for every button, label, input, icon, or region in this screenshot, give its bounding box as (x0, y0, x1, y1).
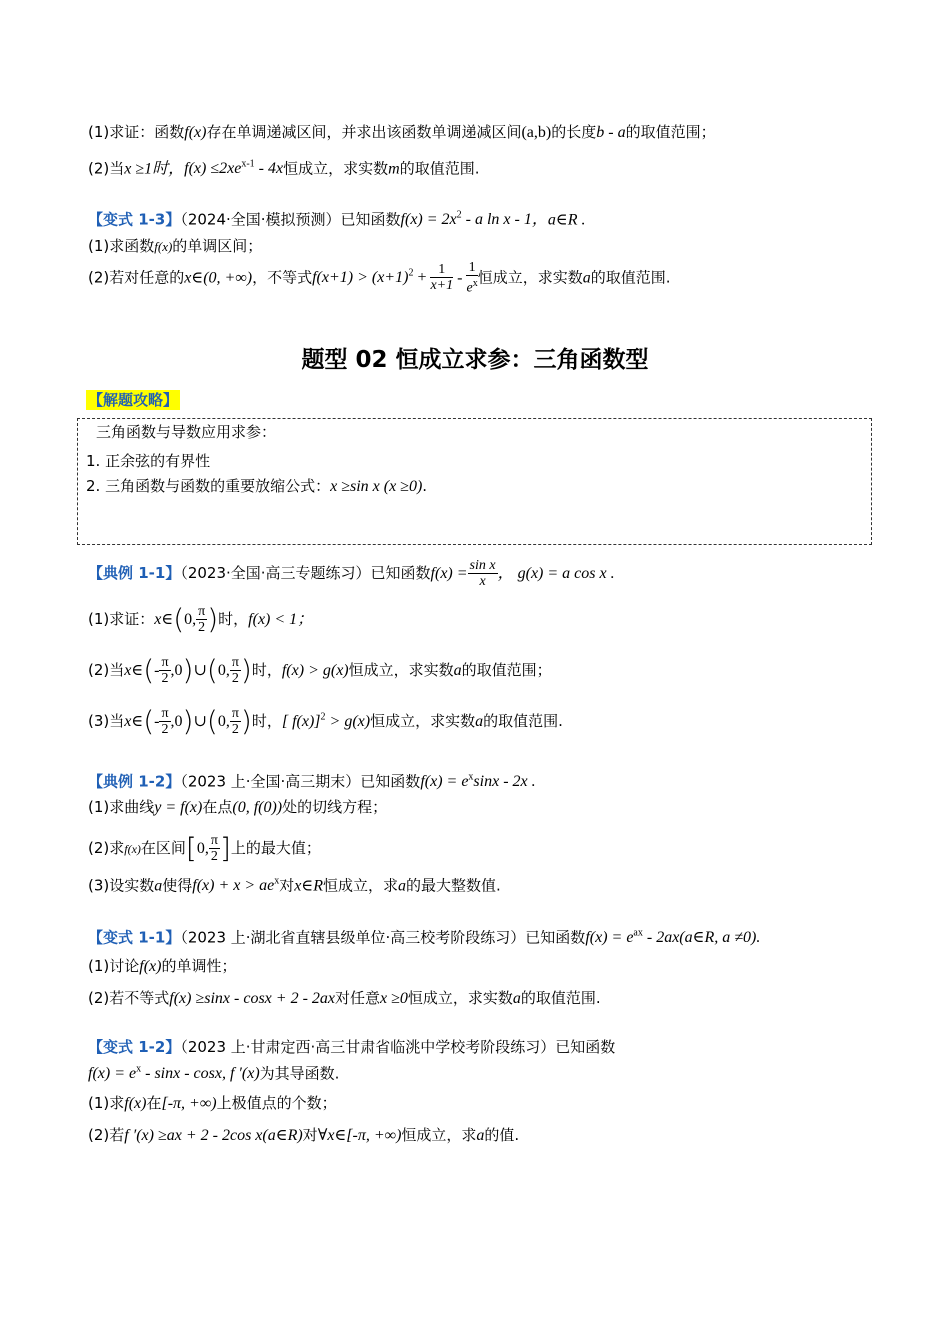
example-1-2-q2: (2)求f(x)在区间[0, $\frac{\pi}{2}$ ]上的最大值； (88, 831, 321, 865)
example-1-2-q3: (3)设实数a使得$f(x) + x > ae^x$对x∈R恒成立，求a的最大整数值. (88, 876, 501, 895)
variant-1-2-q1: (1)求f(x)在[-π, +∞)上极值点的个数； (88, 1094, 337, 1112)
example-1-1-header: 【典例 1-1】（2023·全国·高三专题练习）已知函数f(x) = $\frac{\text{sin x}}{x}$ ， g(x) = a cos x . (88, 558, 615, 589)
top-q2: (2)当x ≥1时，$f(x) \le 2xe^{x-1} - 4x$恒成立，求实数m的取值范围. (88, 159, 480, 178)
strategy-item-2: 2. 三角函数与函数的重要放缩公式：x ≥sin x (x ≥0). (86, 477, 428, 495)
variant-1-3-q1: (1)求函数f(x)的单调区间； (88, 237, 263, 255)
example-1-2-q1: (1)求曲线y = f(x)在点(0, f(0))处的切线方程； (88, 798, 388, 816)
example-1-1-q3: (3)当x∈(- $\frac{\pi}{2}$ ,0)∪(0, $\frac{\pi}{2}$ )时，[ f(x)]$^2$ > g(x)恒成立，求实数a的取值范围. (88, 704, 563, 738)
variant-1-3-header: 【变式 1-3】（2024·全国·模拟预测）已知函数$f(x) = 2x^2 - a$ ln x - 1，a∈R . (88, 210, 586, 229)
strategy-tag: 【解题攻略】 (88, 391, 179, 409)
example-1-2-header: 【典例 1-2】（2023 上·全国·高三期末）已知函数$f(x) = e^x\sin x - 2x$ . (88, 772, 536, 791)
example-1-1-q1: (1)求证：x∈(0, $\frac{\pi}{2}$ )时，f(x) < 1； (88, 602, 314, 636)
example-1-1-q2: (2)当x∈(- $\frac{\pi}{2}$ ,0)∪(0, $\frac{\pi}{2}$ )时，f(x) > g(x)恒成立，求实数a的取值范围； (88, 653, 552, 687)
strategy-item-1: 1. 正余弦的有界性 (86, 452, 211, 470)
section-title: 题型 02 恒成立求参：三角函数型 (301, 347, 649, 373)
variant-1-2-func: $f(x) = e^x - \sin x - \cos x$, f ′(x)为其导函数. (88, 1064, 340, 1083)
top-q1: (1)求证：函数f(x)存在单调递减区间，并求出该函数单调递减区间(a,b)的长度b - a的取值范围； (88, 123, 716, 141)
strategy-intro: 三角函数与导数应用求参： (96, 423, 277, 441)
variant-1-3-q2: (2)若对任意的x∈(0, +∞)，不等式$f(x+1) > (x+1)^2$ + $\frac{1}{x+1}$ - $\frac{1}{e^x}$ 恒成立，求实数a的取值范围. (88, 260, 671, 296)
variant-1-2-q2: (2)若f ′(x) ≥ax + 2 - 2cos x(a∈R)对∀x∈[-π, +∞)恒成立，求a的值. (88, 1126, 520, 1144)
variant-1-1-q1: (1)讨论f(x)的单调性； (88, 957, 237, 975)
variant-1-2-header: 【变式 1-2】（2023 上·甘肃定西·高三甘肃省临洮中学校考阶段练习）已知函数 (88, 1038, 616, 1056)
variant-1-1-q2: (2)若不等式f(x) ≥sinx - cosx + 2 - 2ax对任意x ≥0恒成立，求实数a的取值范围. (88, 989, 601, 1007)
variant-1-1-header: 【变式 1-1】（2023 上·湖北省直辖县级单位·高三校考阶段练习）已知函数$f(x) = e^{ax}$ - 2ax(a∈R, a ≠0). (88, 928, 761, 947)
